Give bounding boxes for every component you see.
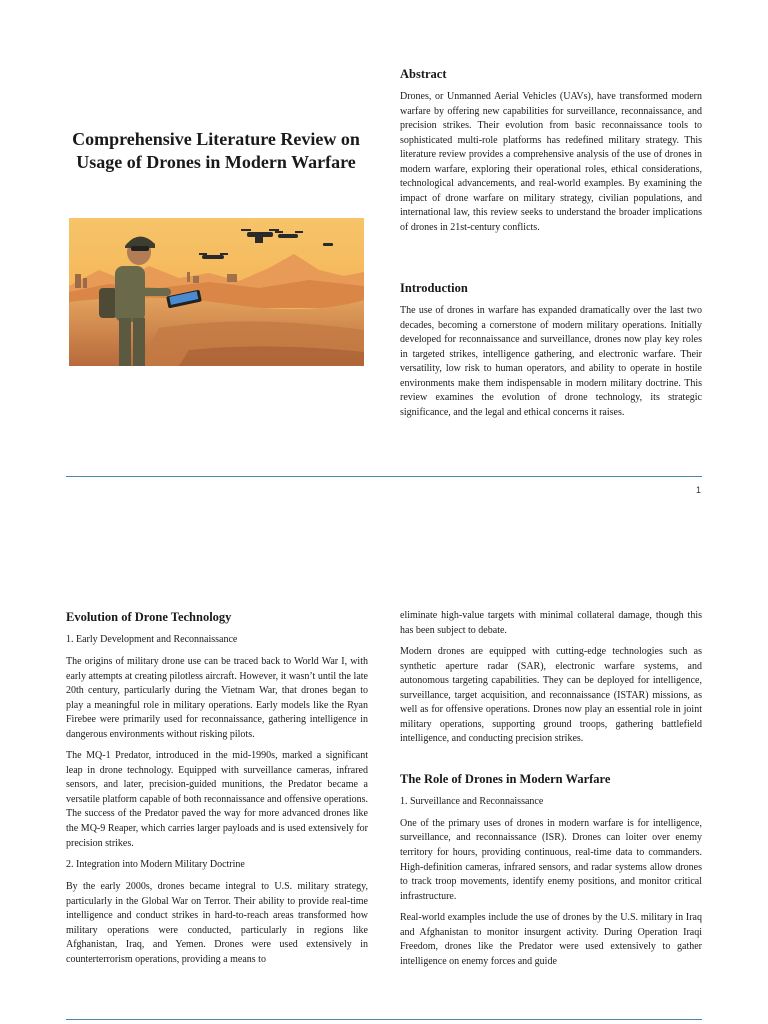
paragraph-origins: The origins of military drone use can be traced back to World War I, with early attempts at creating pilotless aircraft. However, it wasn’t until the late 20th century, particularly during the Vietnam War, that drones began to play a meaningful role in military operations. Early models like the Ryan Firebee were primarily used for reconnaissance, gathering intelligence in dangerous environments without risking pilots. bbox=[66, 656, 368, 740]
abstract-text: Drones, or Unmanned Aerial Vehicles (UAVs), have transformed modern warfare by offering new capabilities for surveillance, reconnaissance, and precision strikes. Their evolution from basic reconnaissance tools to sophisticated multi-role platforms has redefined military strategy. This literature review provides a comprehensive analysis of the use of drones in modern warfare, exploring their operational roles, ethical considerations, technological advancements, and real-world examples. By examining the impact of drone warfare on military strategy, civilian populations, and international law, this review seeks to understand the broader implications of drones in 21st-century conflicts. bbox=[400, 91, 702, 233]
left-column bbox=[66, 609, 368, 967]
abstract-section bbox=[400, 66, 702, 235]
introduction-text: The use of drones in warfare has expanded dramatically over the last two decades, becoming a cornerstone of modern military operations. Initially developed for reconnaissance and surveillance, drones now play key roles in targeted strikes, intelligence gathering, and electronic warfare. Their versatility, low risk to human operators, and ability to operate in hostile environments make them indispensable in modern military doctrine. This review examines the evolution of drone technology, its strategic significance, and the legal and ethical concerns it raises. bbox=[400, 305, 702, 418]
document-title: Comprehensive Literature Review on Usage of Drones in Modern Warfare bbox=[72, 129, 360, 172]
page-divider bbox=[66, 476, 702, 477]
paragraph-isr: One of the primary uses of drones in modern warfare is for intelligence, surveillance, and reconnaissance (ISR). Drones can loiter over enemy territory for hours, providing continuous, real-time data to commanders. High-definition cameras, infrared sensors, and radar systems allow drones to track troop movements, identify enemy positions, and monitor critical infrastructure. bbox=[400, 817, 702, 902]
cover-illustration bbox=[69, 218, 364, 366]
paragraph-integration: By the early 2000s, drones became integral to U.S. military strategy, particularly in the Global War on Terror. Their ability to provide real-time intelligence and conduct strikes in hard-to-reach areas transformed how military operations were conducted, particularly in regions like Afghanistan, Iraq, and Yemen. Drones were used extensively in counterterrorism operations, providing a means to bbox=[66, 881, 368, 965]
introduction-heading: Introduction bbox=[400, 281, 468, 295]
introduction-section bbox=[400, 280, 702, 420]
paragraph-predator: The MQ-1 Predator, introduced in the mid-1990s, marked a significant leap in drone technology. Equipped with surveillance cameras, infrared sensors, and later, precision-guided munitions, the Predator became a versatile platform capable of both reconnaissance and offensive operations. The success of the Predator paved the way for more advanced drones like the MQ-9 Reaper, which carries larger payloads and is used extensively for precision strikes. bbox=[66, 750, 368, 849]
page-number: 1 bbox=[696, 485, 702, 495]
right-column bbox=[400, 609, 702, 969]
paragraph-continued: eliminate high-value targets with minimal collateral damage, though this has been subject to debate. bbox=[400, 610, 702, 636]
subheading-integration: 2. Integration into Modern Military Doctrine bbox=[66, 859, 245, 871]
soldier-drone-illustration bbox=[69, 218, 364, 366]
paragraph-modern-drones: Modern drones are equipped with cutting-edge technologies such as synthetic aperture radar (SAR), electronic warfare systems, and autonomous targeting capabilities. They can be deployed for intelligence, surveillance, target acquisition, and reconnaissance (ISTAR) missions, as well as for offensive operations. Drones now play an essential role in joint military operations, supporting ground troops, gathering battlefield intelligence, and conducting precision strikes. bbox=[400, 646, 702, 745]
abstract-heading: Abstract bbox=[400, 67, 447, 81]
section-heading-role: The Role of Drones in Modern Warfare bbox=[400, 771, 611, 786]
paragraph-real-world: Real-world examples include the use of drones by the U.S. military in Iraq and Afghanistan to monitor insurgent activity. During Operation Iraqi Freedom, drones like the Predator were used extensively to gather intelligence on enemy forces and guide bbox=[400, 912, 702, 967]
page-bottom-divider bbox=[66, 1019, 702, 1020]
subheading-early-development: 1. Early Development and Reconnaissance bbox=[66, 634, 238, 645]
subheading-surveillance: 1. Surveillance and Reconnaissance bbox=[400, 795, 544, 807]
section-heading-evolution: Evolution of Drone Technology bbox=[66, 610, 232, 624]
